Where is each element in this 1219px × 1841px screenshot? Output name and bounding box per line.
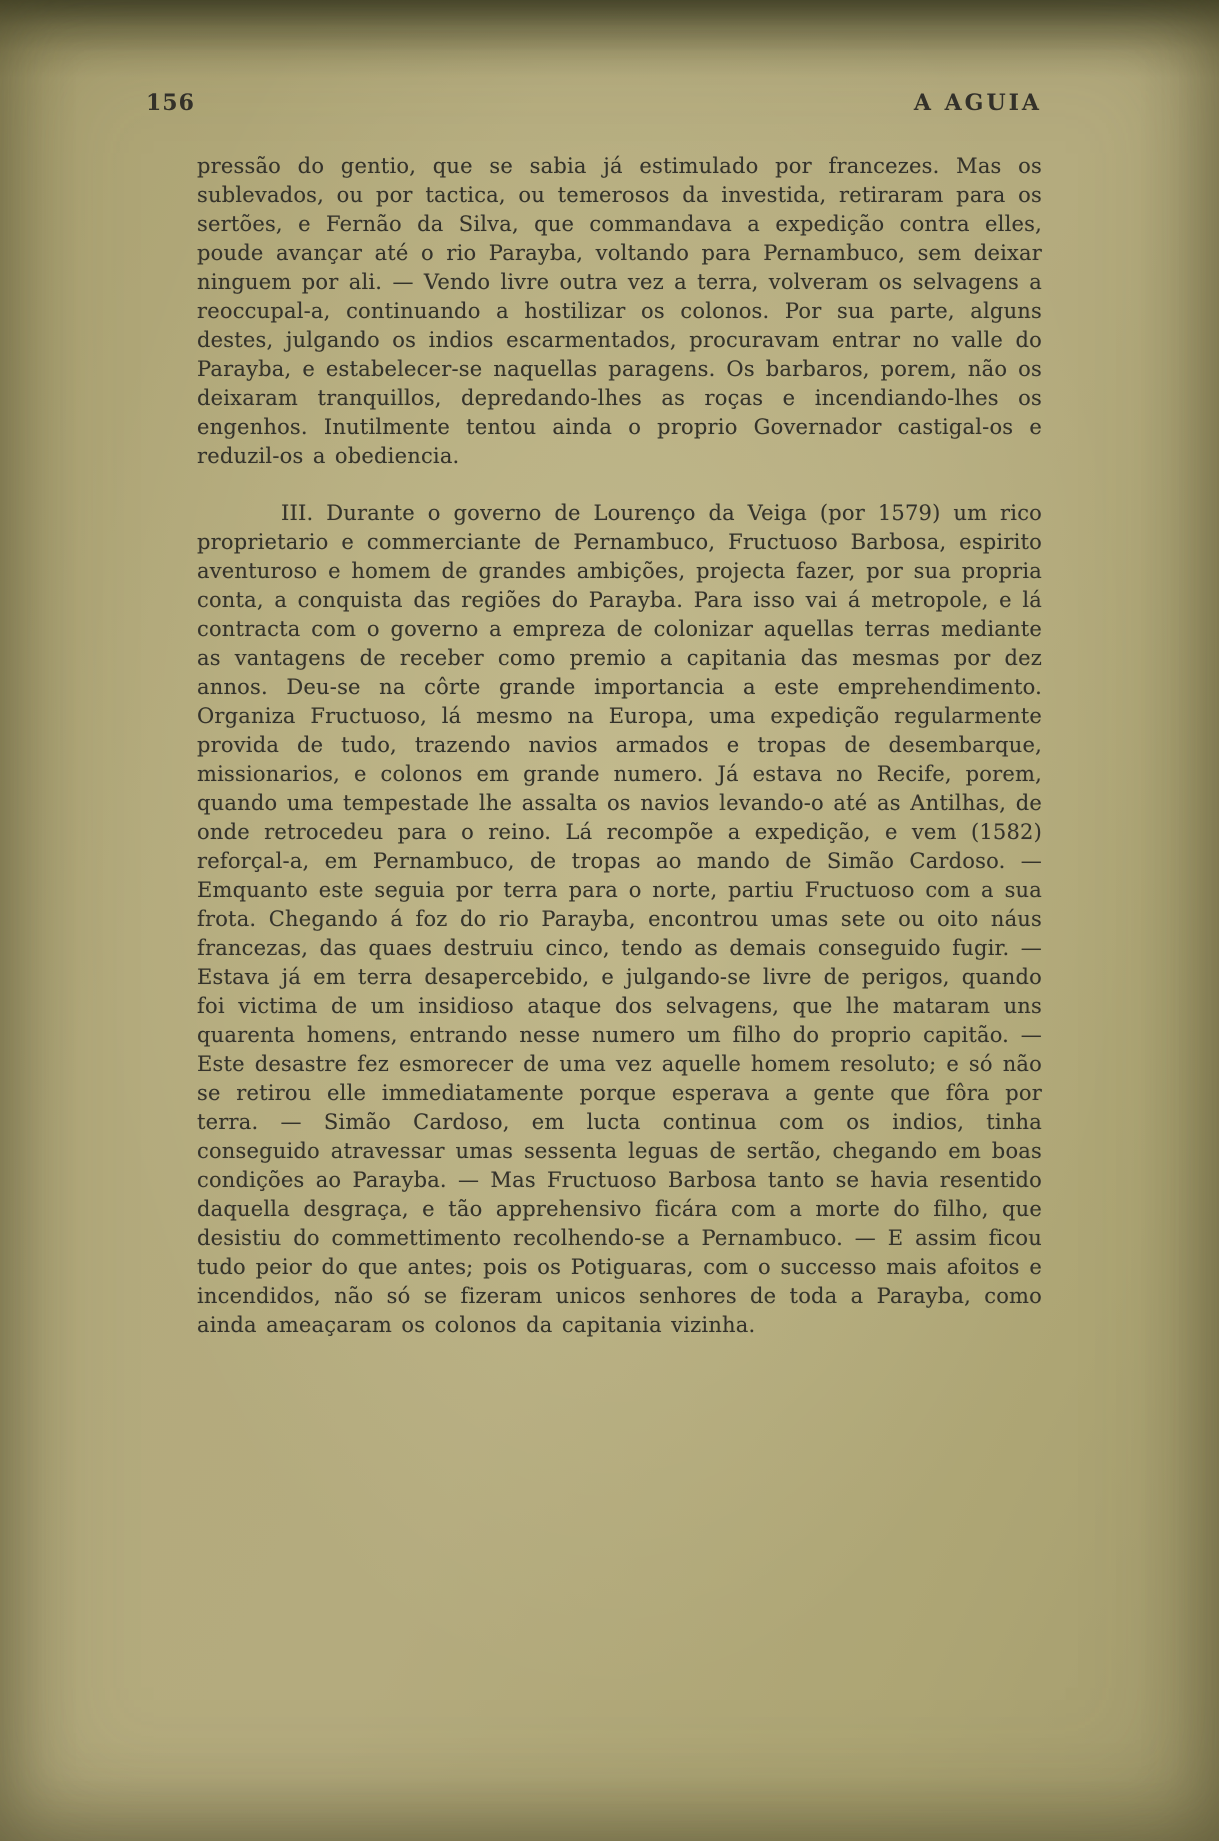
paragraph-1: pressão do gentio, que se sabia já estimulado por francezes. Mas os sublevados, ou por tactica, ou temerosos da investida, retiraram para os sertões, e Fernão da Silva, que commandava a expedição contra elles, poude avançar até o rio Parayba, voltando para Pernambuco, sem deixar ninguem por ali. — Vendo livre outra vez a terra, volveram os selvagens a reoccupal-a, continuando a hostilizar os colonos. Por sua parte, alguns destes, julgando os indios escarmentados, procuravam entrar no valle do Parayba, e estabelecer-se naquellas paragens. Os barbaros, porem, não os deixaram tranquillos, depredando-lhes as roças e incendiando-lhes os engenhos. Inutilmente tentou ainda o proprio Governador castigal-os e reduzil-os a obediencia. bbox=[197, 154, 1042, 468]
page-number: 156 bbox=[146, 90, 195, 116]
running-title: A AGUIA bbox=[913, 90, 1042, 116]
paragraph-2: III. Durante o governo de Lourenço da Veiga (por 1579) um rico proprietario e commerciante de Pernambuco, Fructuoso Barbosa, espirito aventuroso e homem de grandes ambições, projecta fazer, por sua propria conta, a conquista das regiões do Parayba. Para isso vai á metropole, e lá contracta com o governo a empreza de colonizar aquellas terras mediante as vantagens de receber como premio a capitania das mesmas por dez annos. Deu-se na côrte grande importancia a este emprehendimento. Organiza Fructuoso, lá mesmo na Europa, uma expedição regularmente provida de tudo, trazendo navios armados e tropas de desembarque, missionarios, e colonos em grande numero. Já estava no Recife, porem, quando uma tempestade lhe assalta os navios levando-o até as Antilhas, de onde retrocedeu para o reino. Lá recompõe a expedição, e vem (1582) reforçal-a, em Pernambuco, de tropas ao mando de Simão Cardoso. — Emquanto este seguia por terra para o norte, partiu Fructuoso com a sua frota. Chegando á foz do rio Parayba, encontrou umas sete ou oito náus francezas, das quaes destruiu cinco, tendo as demais conseguido fugir. — Estava já em terra desapercebido, e julgando-se livre de perigos, quando foi victima de um insidioso ataque dos selvagens, que lhe mataram uns quarenta homens, entrando nesse numero um filho do proprio capitão. — Este desastre fez esmorecer de uma vez aquelle homem resoluto; e só não se retirou elle immediatamente porque esperava a gente que fôra por terra. — Simão Cardoso, em lucta continua com os indios, tinha conseguido atravessar umas sessenta leguas de sertão, chegando em boas condições ao Parayba. — Mas Fructuoso Barbosa tanto se havia resentido daquella desgraça, e tão apprehensivo ficára com a morte do filho, que desistiu do commettimento recolhendo-se a Pernambuco. — E assim ficou tudo peior do que antes; pois os Potiguaras, com o successo mais afoitos e incendidos, não só se fizeram unicos senhores de toda a Parayba, como ainda ameaçaram os colonos da capitania vizinha. bbox=[197, 501, 1042, 1337]
page-header bbox=[146, 90, 1042, 116]
text-block bbox=[197, 152, 1042, 1340]
